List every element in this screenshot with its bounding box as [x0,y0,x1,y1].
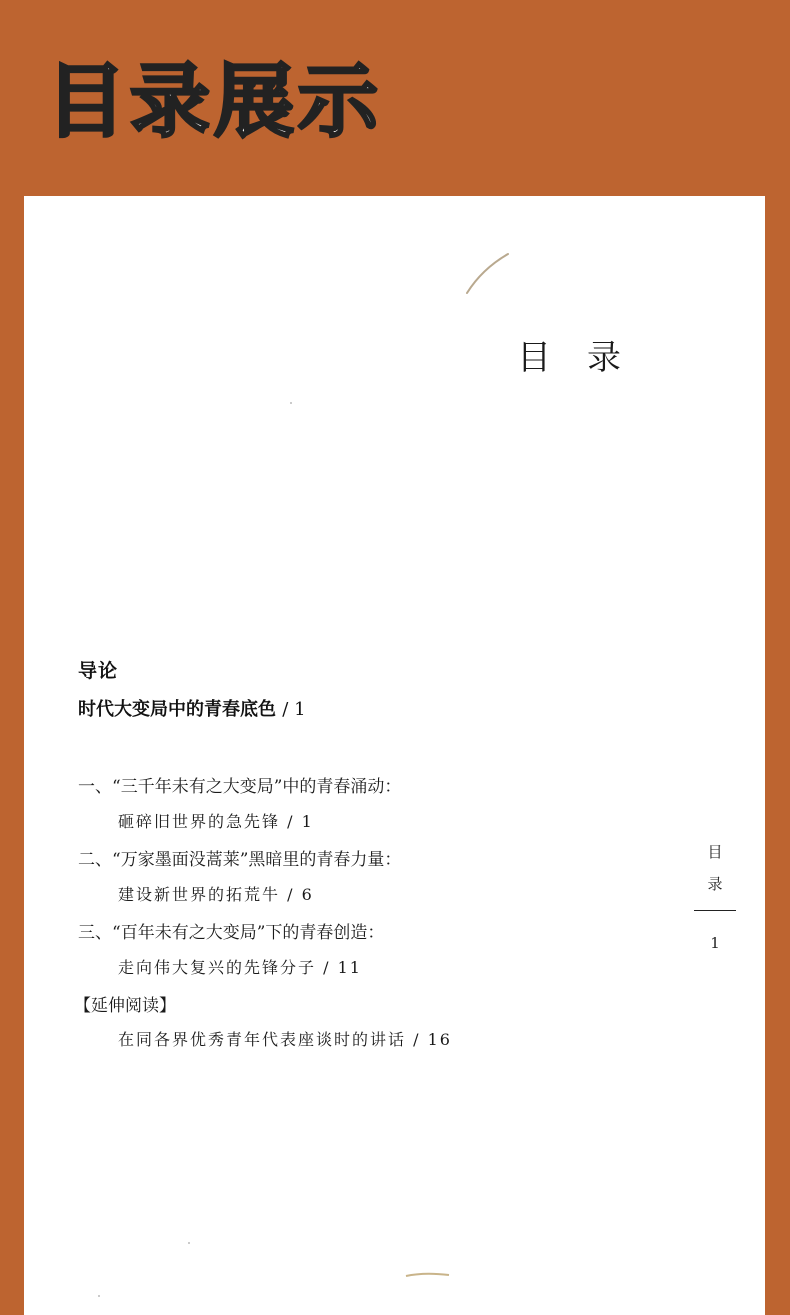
side-divider [694,910,736,911]
toc-heading-left: 目 [517,338,551,378]
side-page-number: 1 [710,934,720,952]
toc-entry-4: 【延伸阅读】 [74,996,176,1016]
paper-smudge-mark [404,1270,454,1280]
paper-speck [188,1242,190,1244]
side-running-header [694,836,736,959]
toc-entry-3: 三、“百年未有之大变局”下的青春创造： [78,923,385,943]
side-char-2: 录 [707,875,723,893]
toc-heading [517,338,621,378]
intro-label: 导论 [78,660,119,682]
paper-speck [290,402,292,404]
side-char-1: 目 [707,843,723,861]
intro-subtitle [78,695,306,721]
intro-subtitle-text: 时代大变局中的青春底色 [78,699,276,720]
intro-page-number: / 1 [282,699,306,720]
book-page [24,196,765,1315]
paper-speck [98,1295,100,1297]
banner-title: 目录展示 [46,55,382,148]
toc-entry-2-sub: 建设新世界的拓荒牛 / 6 [118,885,314,904]
pen-stroke-mark [464,251,514,296]
toc-heading-right: 录 [587,338,621,378]
toc-entry-1: 一、“三千年未有之大变局”中的青春涌动： [78,777,402,797]
toc-entry-2: 二、“万家墨面没蒿莱”黑暗里的青春力量： [78,850,402,870]
toc-entry-4-sub: 在同各界优秀青年代表座谈时的讲话 / 16 [118,1030,452,1049]
toc-entry-3-sub: 走向伟大复兴的先锋分子 / 11 [118,958,362,977]
toc-entry-1-sub: 砸碎旧世界的急先锋 / 1 [118,812,314,831]
